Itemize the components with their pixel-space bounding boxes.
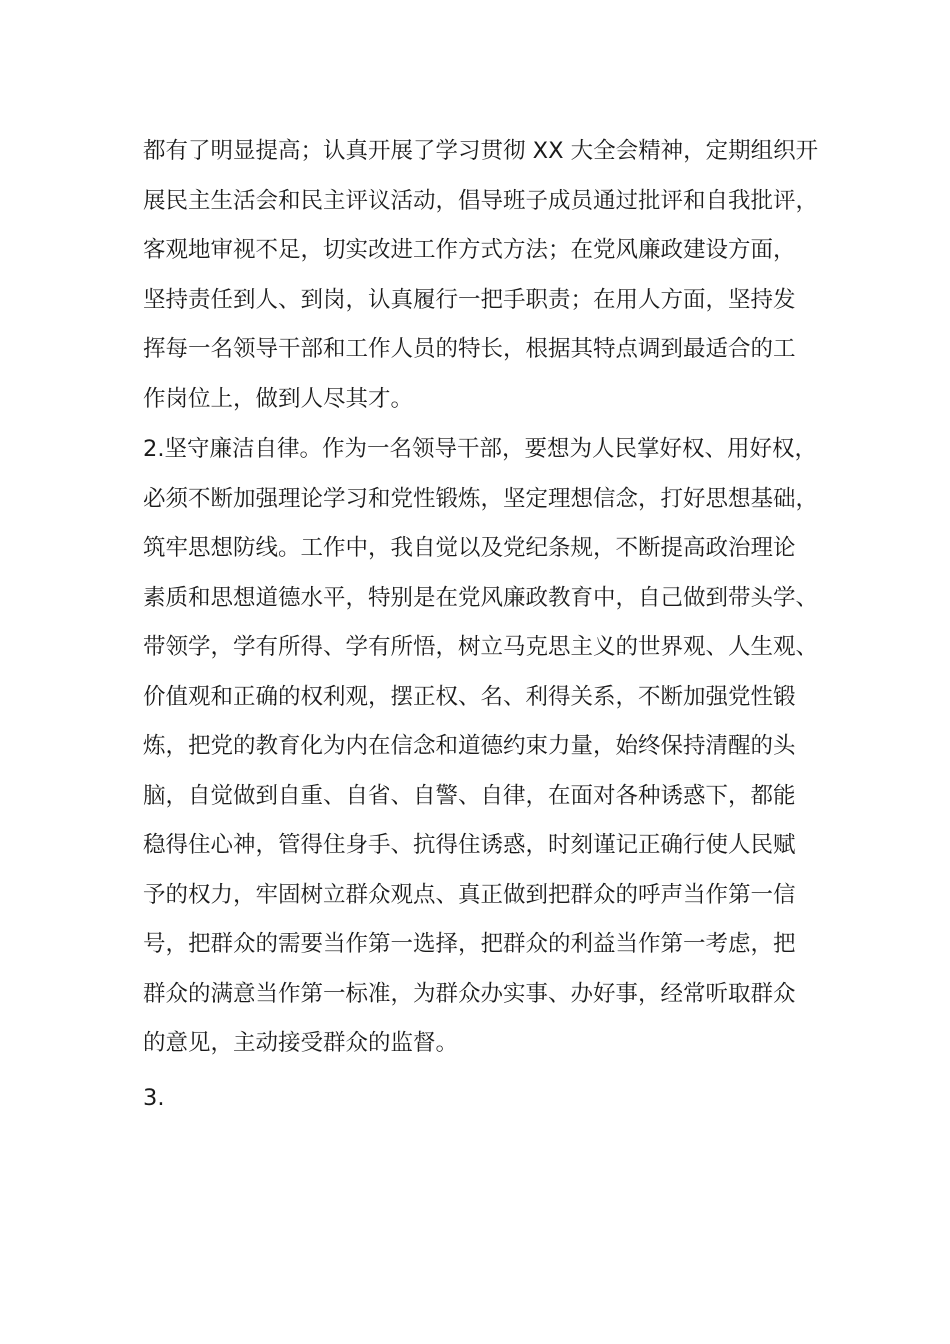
text-line: 筑牢思想防线。工作中，我自觉以及党纪条规，不断提高政治理论 [143,535,796,561]
text-line: 客观地审视不足，切实改进工作方式方法；在党风廉政建设方面， [143,237,796,263]
text-line: 作岗位上，做到人尽其才。 [143,385,414,412]
paragraph-item-3 [143,1074,843,1124]
text-line: 脑，自觉做到自重、自省、自警、自律，在面对各种诱惑下，都能 [143,782,796,809]
text-line: 坚持责任到人、到岗，认真履行一把手职责；在用人方面，坚持发 [143,286,796,313]
text-line: 炼，把党的教育化为内在信念和道德约束力量，始终保持清醒的头 [143,733,796,759]
text-line: 带领学，学有所得、学有所悟，树立马克思主义的世界观、人生观、 [143,634,819,660]
paragraph-integrity-self-discipline [143,425,843,1069]
text-line: 号，把群众的需要当作第一选择，把群众的利益当作第一考虑，把 [143,931,796,957]
paragraph-leadership-work [143,127,843,424]
text-line: 稳得住心神，管得住身手、抗得住诱惑，时刻谨记正确行使人民赋 [143,832,796,858]
text-line: 必须不断加强理论学习和党性锻炼，坚定理想信念，打好思想基础， [143,485,819,512]
text-line: 2.坚守廉洁自律。作为一名领导干部，要想为人民掌好权、用好权， [143,436,817,462]
text-line: 的意见，主动接受群众的监督。 [143,1030,459,1056]
text-line: 都有了明显提高；认真开展了学习贯彻 XX 大全会精神，定期组织开 [143,138,819,164]
text-line: 价值观和正确的权利观，摆正权、名、利得关系，不断加强党性锻 [143,683,796,710]
text-line: 展民主生活会和民主评议活动，倡导班子成员通过批评和自我批评， [143,187,819,214]
text-line: 3. [143,1085,165,1111]
text-line: 予的权力，牢固树立群众观点、真正做到把群众的呼声当作第一信 [143,881,796,908]
text-line: 素质和思想道德水平，特别是在党风廉政教育中，自己做到带头学、 [143,584,819,611]
text-line: 群众的满意当作第一标准，为群众办实事、办好事，经常听取群众 [143,980,796,1007]
text-line: 挥每一名领导干部和工作人员的特长，根据其特点调到最适合的工 [143,336,796,362]
